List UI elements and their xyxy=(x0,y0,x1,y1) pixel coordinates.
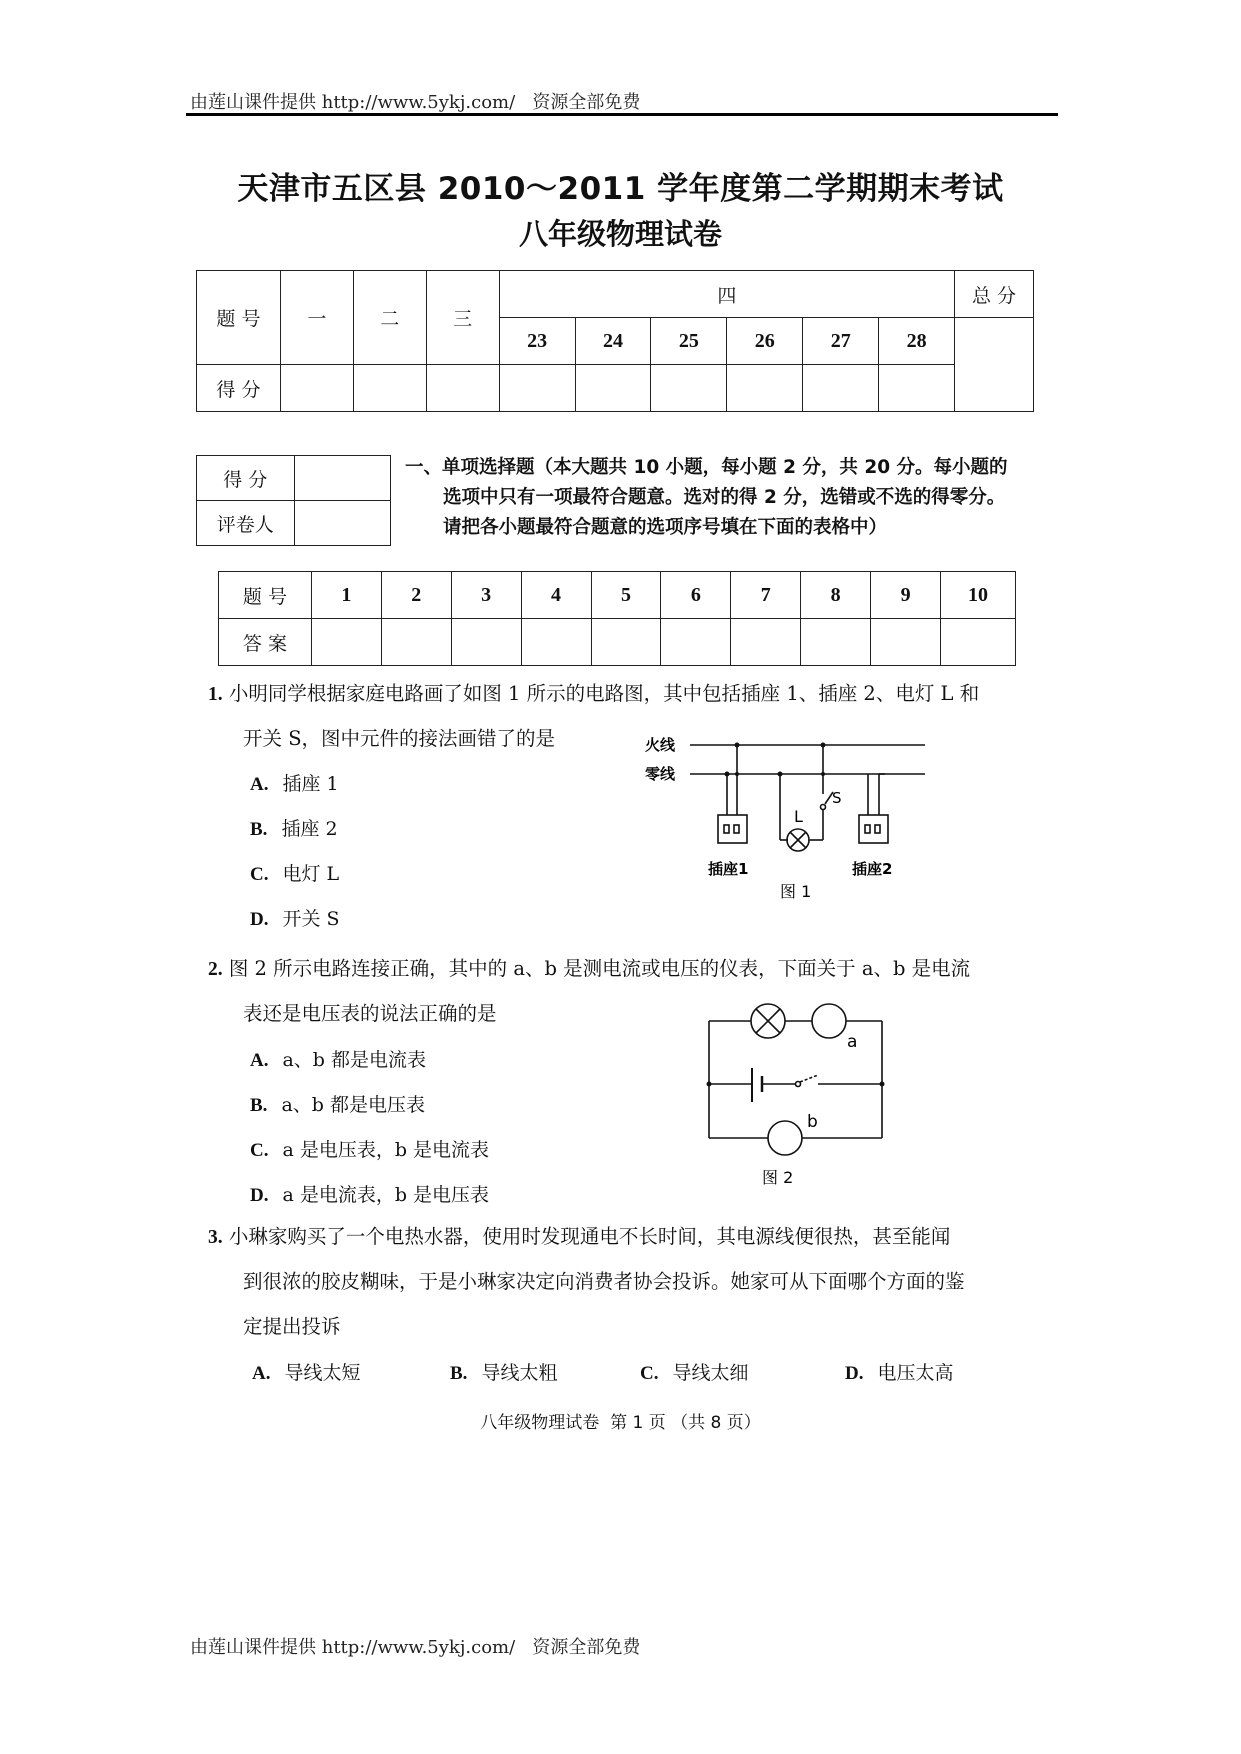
question-2-line-1 xyxy=(208,955,970,984)
question-text: 小明同学根据家庭电路画了如图 1 所示的电路图，其中包括插座 1、插座 2、电灯 L 和 xyxy=(228,682,980,705)
instruction-line: 请把各小题最符合题意的选项序号填在下面的表格中） xyxy=(443,517,888,538)
answer-cell[interactable] xyxy=(801,619,871,666)
question-2-option-d[interactable] xyxy=(250,1180,489,1207)
total-score-cell[interactable] xyxy=(955,318,1034,412)
option-text: a、b 都是电压表 xyxy=(281,1094,425,1116)
grader-box xyxy=(196,455,391,546)
option-letter: B. xyxy=(250,819,268,840)
answer-cell[interactable] xyxy=(521,619,591,666)
instruction-line: 一、单项选择题（本大题共 10 小题，每小题 2 分，共 20 分。每小题的 xyxy=(405,457,1008,478)
page-number-footer: 八年级物理试卷 第 1 页 （共 8 页） xyxy=(480,1413,761,1433)
answer-cell[interactable] xyxy=(311,619,381,666)
answer-cell[interactable] xyxy=(381,619,451,666)
option-letter: B. xyxy=(250,1095,268,1116)
answer-number: 8 xyxy=(801,572,871,619)
question-2-line-2: 表还是电压表的说法正确的是 xyxy=(243,1002,497,1025)
option-letter: C. xyxy=(640,1363,659,1384)
question-3-option-c[interactable] xyxy=(640,1358,749,1385)
section-four-header: 四 xyxy=(499,271,954,318)
answer-number: 10 xyxy=(941,572,1016,619)
page-footer-watermark: 由莲山课件提供 http://www.5ykj.com/ 资源全部免费 xyxy=(190,1637,641,1658)
grader-score-label: 得 分 xyxy=(197,456,295,501)
question-number: 25 xyxy=(651,318,727,365)
row-label-question: 题 号 xyxy=(219,572,312,619)
option-text: 导线太细 xyxy=(672,1362,749,1384)
answer-cell[interactable] xyxy=(591,619,661,666)
option-text: 插座 2 xyxy=(281,818,338,840)
answer-number: 9 xyxy=(871,572,941,619)
answer-cell[interactable] xyxy=(941,619,1016,666)
total-label: 总 分 xyxy=(955,271,1034,318)
header-divider xyxy=(186,113,1058,116)
row-label-answer: 答 案 xyxy=(219,619,312,666)
answer-table xyxy=(218,571,1016,666)
switch-icon xyxy=(796,1082,801,1087)
meter-a-label: a xyxy=(847,1032,858,1052)
score-cell[interactable] xyxy=(803,365,879,412)
question-3-line-1 xyxy=(208,1223,950,1252)
answer-number: 5 xyxy=(591,572,661,619)
figure-1-caption: 图 1 xyxy=(780,882,812,901)
question-number: 1. xyxy=(208,684,223,705)
row-label-question: 题 号 xyxy=(197,271,281,365)
option-text: 开关 S xyxy=(282,908,340,930)
switch-label: S xyxy=(832,789,842,807)
option-letter: D. xyxy=(845,1363,864,1384)
score-cell[interactable] xyxy=(575,365,651,412)
option-letter: D. xyxy=(250,909,269,930)
question-number: 3. xyxy=(208,1227,223,1248)
live-wire-label: 火线 xyxy=(645,736,676,754)
question-3-line-3: 定提出投诉 xyxy=(243,1315,341,1338)
answer-cell[interactable] xyxy=(871,619,941,666)
score-cell[interactable] xyxy=(727,365,803,412)
question-1-option-a[interactable] xyxy=(250,769,339,796)
meter-a-icon xyxy=(812,1004,846,1038)
section-header: 一 xyxy=(280,271,353,365)
question-3-option-d[interactable] xyxy=(845,1358,954,1385)
section-header: 二 xyxy=(353,271,426,365)
question-1-line-2: 开关 S，图中元件的接法画错了的是 xyxy=(243,727,556,750)
answer-number: 7 xyxy=(731,572,801,619)
answer-cell[interactable] xyxy=(661,619,731,666)
question-number: 27 xyxy=(803,318,879,365)
question-1-option-b[interactable] xyxy=(250,814,338,841)
option-text: a 是电压表，b 是电流表 xyxy=(282,1139,490,1161)
score-cell[interactable] xyxy=(426,365,499,412)
exam-subtitle: 八年级物理试卷 xyxy=(518,217,722,251)
answer-cell[interactable] xyxy=(731,619,801,666)
socket-2-label: 插座2 xyxy=(852,860,893,878)
question-1-option-c[interactable] xyxy=(250,859,339,886)
question-3-option-b[interactable] xyxy=(450,1358,557,1385)
page-header-watermark: 由莲山课件提供 http://www.5ykj.com/ 资源全部免费 xyxy=(190,92,641,113)
switch-icon xyxy=(821,805,826,810)
score-summary-table xyxy=(196,270,1034,412)
option-text: 导线太粗 xyxy=(481,1362,558,1384)
socket-1-label: 插座1 xyxy=(708,860,749,878)
option-letter: C. xyxy=(250,1140,269,1161)
score-cell[interactable] xyxy=(651,365,727,412)
question-3-option-a[interactable] xyxy=(252,1358,361,1385)
grader-score-cell[interactable] xyxy=(294,456,390,501)
option-text: a 是电流表，b 是电压表 xyxy=(282,1184,490,1206)
option-text: 插座 1 xyxy=(282,773,339,795)
section-header: 三 xyxy=(426,271,499,365)
score-cell[interactable] xyxy=(879,365,955,412)
question-1-option-d[interactable] xyxy=(250,904,340,931)
option-letter: A. xyxy=(252,1363,271,1384)
grader-name-cell[interactable] xyxy=(294,501,390,546)
socket-2-icon xyxy=(859,815,888,843)
figure-1-household-circuit xyxy=(640,730,940,910)
score-cell[interactable] xyxy=(353,365,426,412)
question-number: 2. xyxy=(208,959,223,980)
question-number: 23 xyxy=(499,318,575,365)
answer-number: 6 xyxy=(661,572,731,619)
question-number: 26 xyxy=(727,318,803,365)
lamp-label: L xyxy=(794,807,803,826)
row-label-score: 得 分 xyxy=(197,365,281,412)
option-letter: A. xyxy=(250,1050,269,1071)
question-number: 28 xyxy=(879,318,955,365)
question-2-option-a[interactable] xyxy=(250,1045,426,1072)
meter-b-label: b xyxy=(807,1112,818,1132)
score-cell[interactable] xyxy=(280,365,353,412)
option-text: 电灯 L xyxy=(282,863,340,885)
question-number: 24 xyxy=(575,318,651,365)
grader-name-label: 评卷人 xyxy=(197,501,295,546)
question-3-line-2: 到很浓的胶皮糊味，于是小琳家决定向消费者协会投诉。她家可从下面哪个方面的鉴 xyxy=(243,1270,965,1293)
answer-cell[interactable] xyxy=(451,619,521,666)
exam-title: 天津市五区县 2010～2011 学年度第二学期期末考试 xyxy=(237,171,1004,207)
option-text: 导线太短 xyxy=(284,1362,361,1384)
question-text: 小琳家购买了一个电热水器，使用时发现通电不长时间，其电源线便很热，甚至能闻 xyxy=(228,1225,951,1248)
answer-number: 3 xyxy=(451,572,521,619)
figure-2-meter-circuit xyxy=(690,990,900,1190)
option-text: a、b 都是电流表 xyxy=(282,1049,427,1071)
option-letter: C. xyxy=(250,864,269,885)
section-one-instructions xyxy=(405,453,1045,543)
meter-b-icon xyxy=(768,1121,802,1155)
socket-1-icon xyxy=(718,815,747,843)
figure-2-caption: 图 2 xyxy=(762,1168,794,1187)
question-1-line-1 xyxy=(208,680,979,709)
option-text: 电压太高 xyxy=(877,1362,954,1384)
question-2-option-b[interactable] xyxy=(250,1090,425,1117)
option-letter: B. xyxy=(450,1363,468,1384)
option-letter: A. xyxy=(250,774,269,795)
question-2-option-c[interactable] xyxy=(250,1135,489,1162)
neutral-wire-label: 零线 xyxy=(645,765,676,783)
option-letter: D. xyxy=(250,1185,269,1206)
answer-number: 4 xyxy=(521,572,591,619)
instruction-line: 选项中只有一项最符合题意。选对的得 2 分，选错或不选的得零分。 xyxy=(443,487,1006,508)
question-text: 图 2 所示电路连接正确，其中的 a、b 是测电流或电压的仪表，下面关于 a、b 是电流 xyxy=(228,957,971,980)
score-cell[interactable] xyxy=(499,365,575,412)
answer-number: 2 xyxy=(381,572,451,619)
answer-number: 1 xyxy=(311,572,381,619)
